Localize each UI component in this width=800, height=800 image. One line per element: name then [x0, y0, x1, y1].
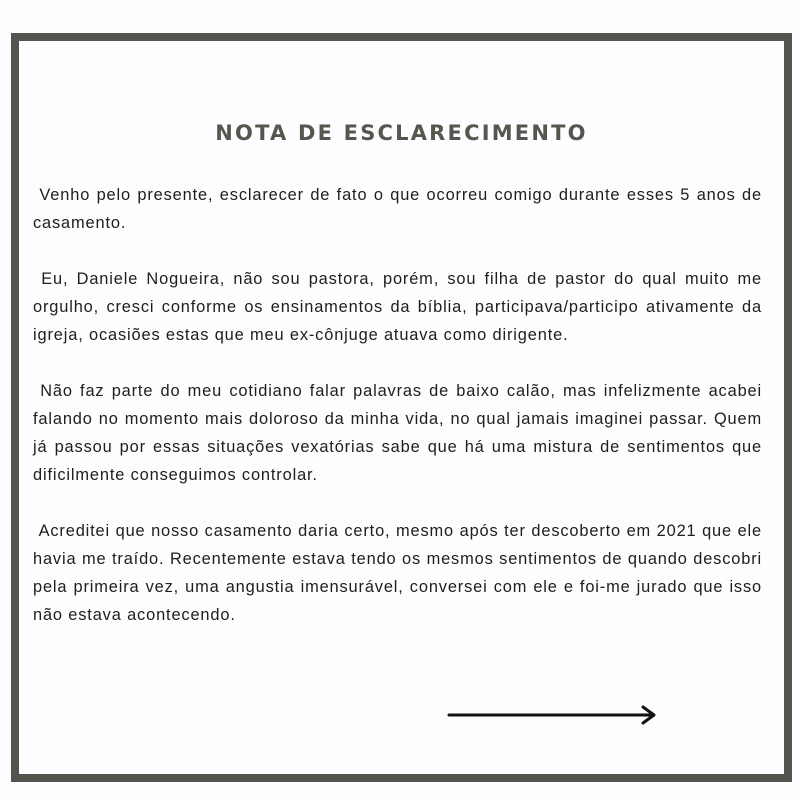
arrow-right-icon[interactable]	[447, 703, 659, 727]
paragraph-4: Acreditei que nosso casamento daria certo, mesmo após ter descoberto em 2021 que ele havia me traído. Recentemente estava tendo os mesmos sentimentos de quando descobri pela primeira vez, uma angustia imensurável, conversei com ele e foi-me jurado que isso não estava acontecendo.	[33, 522, 768, 624]
document-title: NOTA DE ESCLARECIMENTO	[215, 121, 588, 145]
document-frame	[11, 33, 792, 782]
paragraph-1: Venho pelo presente, esclarecer de fato o que ocorreu comigo durante esses 5 anos de casamento.	[33, 186, 768, 232]
paragraph-2: Eu, Daniele Nogueira, não sou pastora, porém, sou filha de pastor do qual muito me orgulho, cresci conforme os ensinamentos da bíblia, participava/participo ativamente da igreja, ocasiões estas que meu ex-cônjuge atuava como dirigente.	[33, 270, 768, 344]
paragraph-3: Não faz parte do meu cotidiano falar palavras de baixo calão, mas infelizmente acabei falando no momento mais doloroso da minha vida, no qual jamais imaginei passar. Quem já passou por essas situações vexatórias sabe que há uma mistura de sentimentos que dificilmente conseguimos controlar.	[33, 382, 768, 484]
document-body	[33, 181, 768, 657]
